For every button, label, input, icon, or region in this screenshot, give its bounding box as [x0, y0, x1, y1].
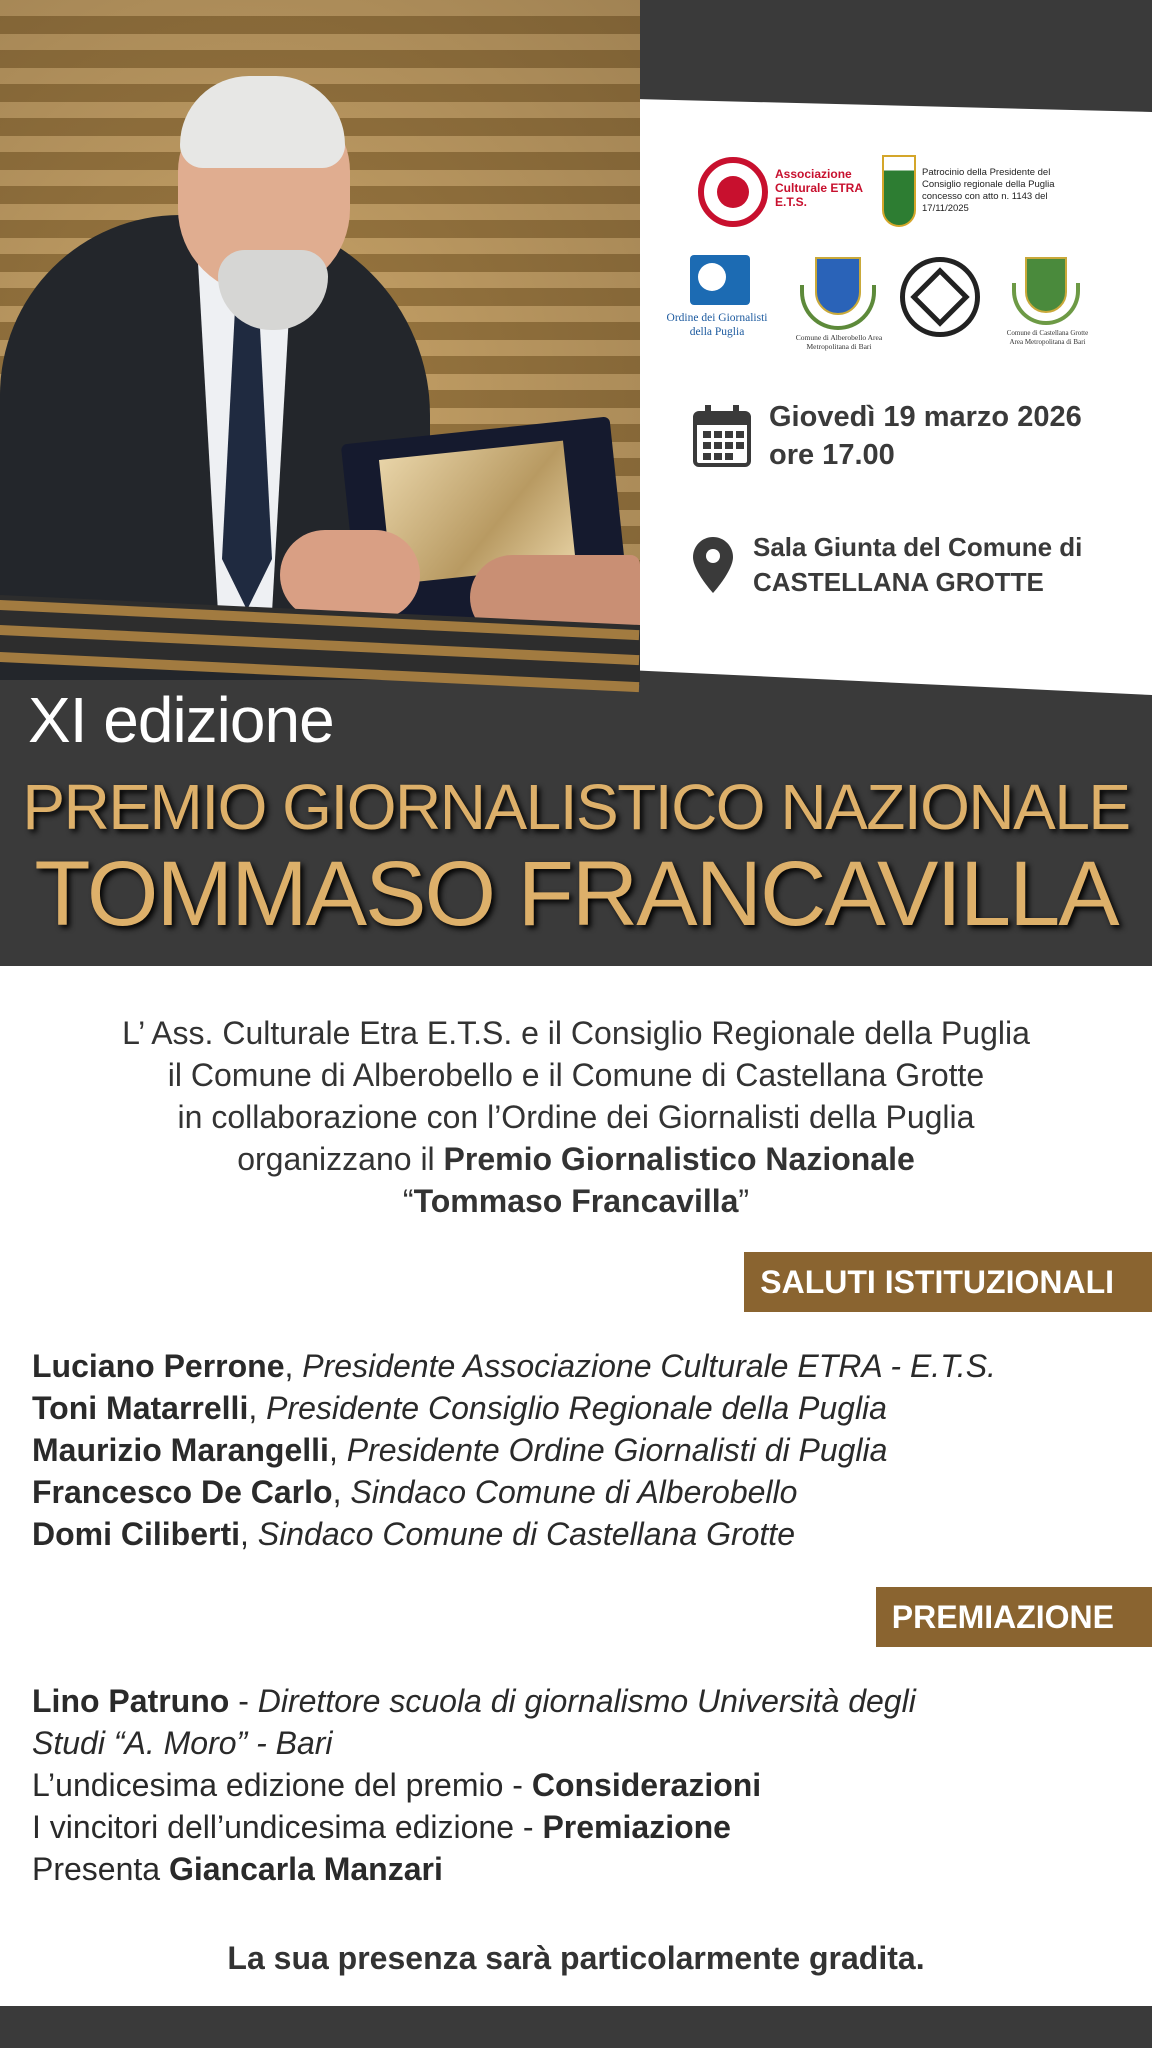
event-date-day: Giovedì 19 marzo 2026: [769, 401, 1082, 433]
list-item: Studi “A. Moro” - Bari: [32, 1725, 333, 1761]
award-title: PREMIO GIORNALISTICO NAZIONALE: [22, 771, 1130, 843]
award-photo: [0, 0, 640, 680]
intro-paragraph: L’ Ass. Culturale Etra E.T.S. e il Consiglio Regionale della Puglia il Comune di Alberobello e il Comune di Castellana Grotte in collaborazione con l’Ordine dei Giornalisti della Puglia organizzano il Premio Giornalistico Nazionale “Tommaso Francavilla”: [122, 1015, 1030, 1219]
event-date-time: ore 17.00: [769, 439, 895, 471]
unesco-world-heritage-icon: [900, 257, 980, 337]
event-location: [753, 530, 1082, 600]
list-item: Luciano Perrone, Presidente Associazione Culturale ETRA - E.T.S.: [32, 1348, 996, 1384]
event-location-line2: CASTELLANA GROTTE: [753, 567, 1044, 597]
edition-title: XI edizione: [28, 684, 334, 756]
award-name-title: TOMMASO FRANCAVILLA: [34, 843, 1118, 945]
premiazione-heading: PREMIAZIONE: [876, 1587, 1152, 1647]
list-item: Presenta Giancarla Manzari: [32, 1851, 443, 1887]
list-item: Domi Ciliberti, Sindaco Comune di Castellana Grotte: [32, 1516, 795, 1552]
list-item: L’undicesima edizione del premio - Considerazioni: [32, 1767, 762, 1803]
alberobello-logo-text: Comune di Alberobello Area Metropolitana di Bari: [795, 333, 883, 351]
premiazione-list: [32, 1680, 1112, 1890]
event-location-line1: Sala Giunta del Comune di: [753, 532, 1083, 562]
odg-logo-icon: [690, 255, 750, 305]
list-item: Toni Matarrelli, Presidente Consiglio Regionale della Puglia: [32, 1390, 887, 1426]
saluti-list: [32, 1345, 1132, 1555]
list-item: Maurizio Marangelli, Presidente Ordine Giornalisti di Puglia: [32, 1432, 888, 1468]
saluti-heading: SALUTI ISTITUZIONALI: [744, 1252, 1152, 1312]
event-date: [769, 398, 1082, 474]
alberobello-crest-icon: [815, 257, 861, 315]
sponsor-logos: [660, 145, 1130, 365]
calendar-icon: [693, 405, 751, 467]
list-item: Francesco De Carlo, Sindaco Comune di Alberobello: [32, 1474, 798, 1510]
puglia-region-logo-icon: [882, 155, 916, 227]
closing-note: La sua presenza sarà particolarmente gradita.: [227, 1940, 925, 1976]
odg-logo-text: Ordine dei Giornalisti della Puglia: [666, 312, 768, 338]
hero-section: [0, 0, 1152, 966]
etra-logo-icon: [698, 157, 768, 227]
patrocinio-text: Patrocinio della Presidente del Consiglio regionale della Puglia concesso con atto n. 1143 del 17/11/2025: [922, 167, 1055, 214]
list-item: I vincitori dell’undicesima edizione - Premiazione: [32, 1809, 731, 1845]
castellana-crest-icon: [1025, 257, 1067, 313]
location-pin-icon: [693, 537, 733, 593]
footer-bar: [0, 2006, 1152, 2048]
etra-logo-text: Associazione Culturale ETRA E.T.S.: [775, 167, 863, 209]
castellana-logo-text: Comune di Castellana Grotte Area Metropolitana di Bari: [1006, 329, 1089, 346]
list-item: Lino Patruno - Direttore scuola di giornalismo Università degli: [32, 1683, 916, 1719]
